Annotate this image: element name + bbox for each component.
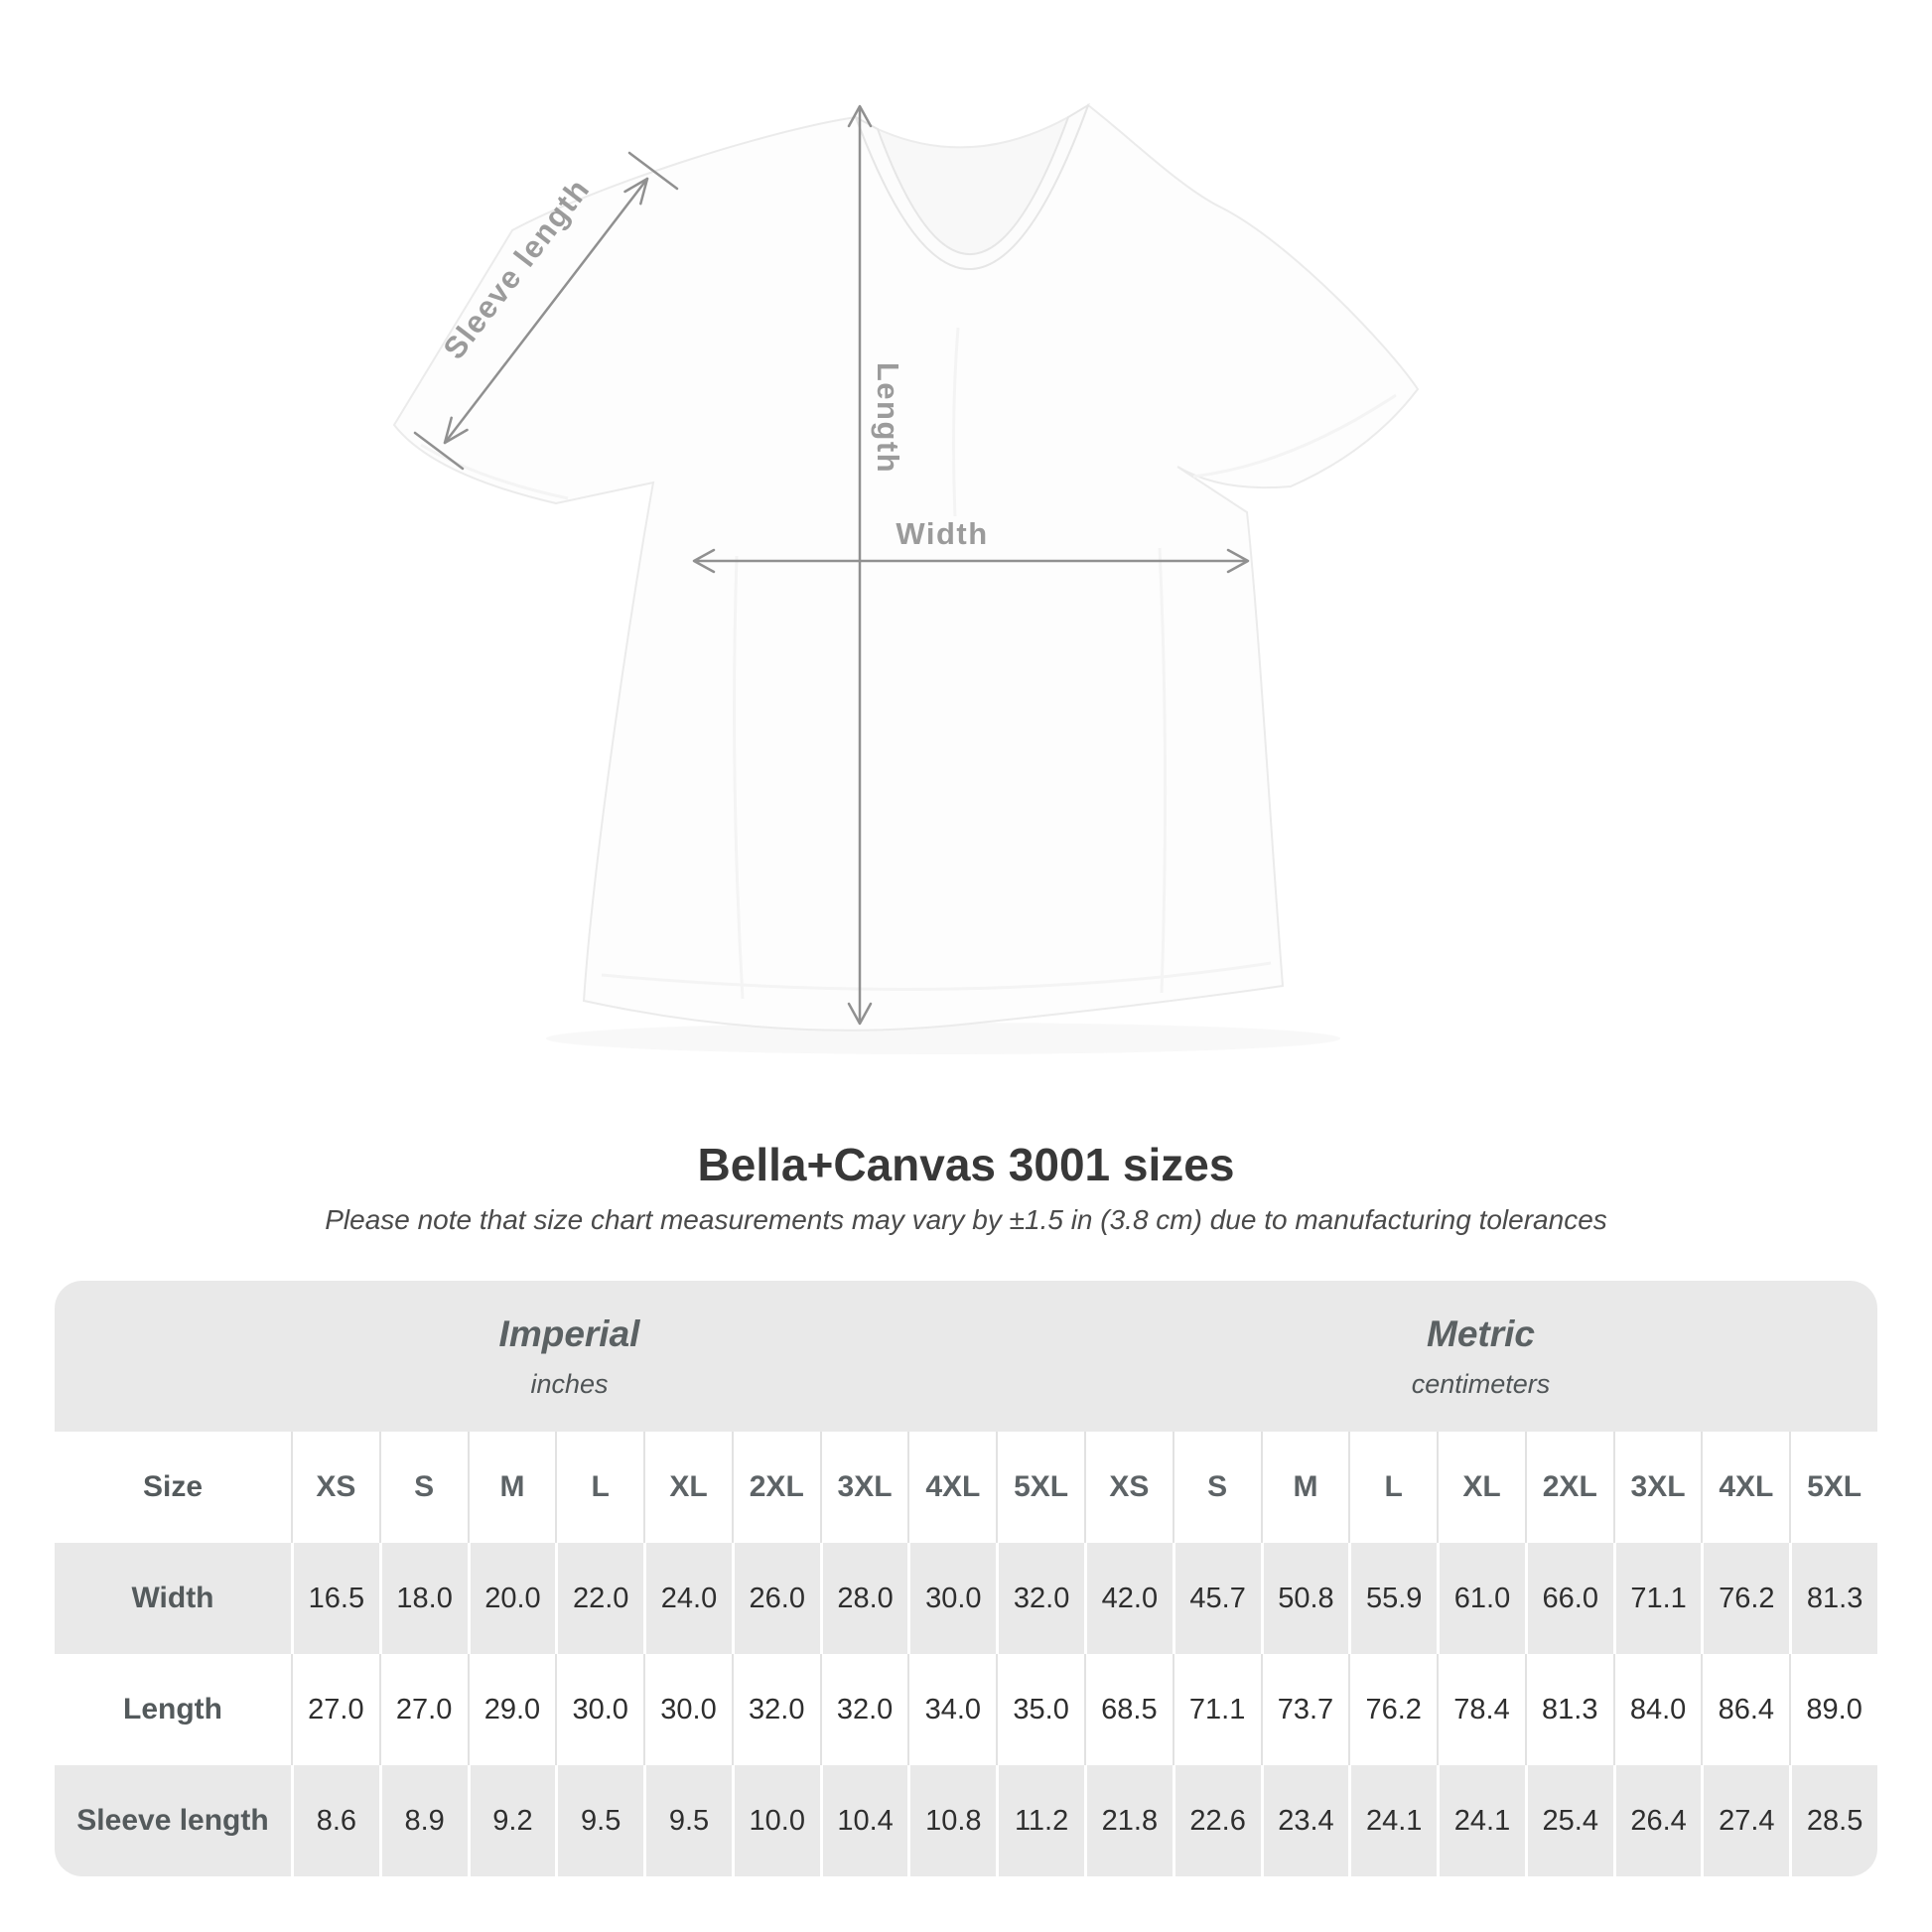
value-cell: 34.0 [907,1654,996,1765]
metric-section-unit: centimeters [1411,1368,1551,1399]
row-label: Sleeve length [55,1765,291,1876]
size-col-header: XL [643,1432,732,1543]
size-col-header: XS [291,1432,379,1543]
value-cell: 18.0 [379,1543,468,1654]
value-cell: 27.4 [1701,1765,1789,1876]
value-cell: 30.0 [643,1654,732,1765]
value-cell: 45.7 [1173,1543,1261,1654]
value-cell: 71.1 [1613,1543,1702,1654]
value-cell: 55.9 [1348,1543,1437,1654]
size-corner-label: Size [55,1432,291,1543]
size-col-header: 3XL [1613,1432,1702,1543]
size-col-header: S [1173,1432,1261,1543]
value-cell: 9.5 [555,1765,643,1876]
value-cell: 32.0 [820,1654,908,1765]
value-cell: 50.8 [1261,1543,1349,1654]
value-cell: 20.0 [468,1543,556,1654]
value-cell: 16.5 [291,1543,379,1654]
size-col-header: L [1348,1432,1437,1543]
value-cell: 27.0 [379,1654,468,1765]
value-cell: 81.3 [1789,1543,1877,1654]
value-cell: 24.1 [1348,1765,1437,1876]
row-label: Length [55,1654,291,1765]
value-cell: 29.0 [468,1654,556,1765]
imperial-section-unit: inches [530,1368,609,1399]
value-cell: 71.1 [1173,1654,1261,1765]
value-cell: 24.1 [1437,1765,1525,1876]
value-cell: 84.0 [1613,1654,1702,1765]
value-cell: 28.0 [820,1543,908,1654]
metric-section-title: Metric [1427,1312,1535,1354]
value-cell: 30.0 [555,1654,643,1765]
value-cell: 28.5 [1789,1765,1877,1876]
value-cell: 9.5 [643,1765,732,1876]
size-table-grid [55,1432,1877,1876]
value-cell: 24.0 [643,1543,732,1654]
size-col-header: 4XL [1701,1432,1789,1543]
size-col-header: M [468,1432,556,1543]
shirt-shadow [546,1023,1340,1054]
value-cell: 22.0 [555,1543,643,1654]
value-cell: 8.6 [291,1765,379,1876]
value-cell: 35.0 [996,1654,1084,1765]
value-cell: 89.0 [1789,1654,1877,1765]
sleeve-length-label: Sleeve length [436,171,597,366]
page-title: Bella+Canvas 3001 sizes [697,1139,1235,1190]
value-cell: 86.4 [1701,1654,1789,1765]
value-cell: 32.0 [732,1654,820,1765]
size-col-header: L [555,1432,643,1543]
value-cell: 21.8 [1084,1765,1173,1876]
imperial-section-header [55,1281,1084,1432]
value-cell: 8.9 [379,1765,468,1876]
size-col-header: 5XL [996,1432,1084,1543]
value-cell: 10.0 [732,1765,820,1876]
length-label: Length [870,361,905,475]
size-col-header: 2XL [1525,1432,1613,1543]
value-cell: 76.2 [1348,1654,1437,1765]
size-col-header: XL [1437,1432,1525,1543]
value-cell: 61.0 [1437,1543,1525,1654]
value-cell: 66.0 [1525,1543,1613,1654]
value-cell: 32.0 [996,1543,1084,1654]
page-subtitle: Please note that size chart measurements may vary by ±1.5 in (3.8 cm) due to manufacturing tolerances [325,1204,1607,1235]
value-cell: 10.8 [907,1765,996,1876]
value-cell: 11.2 [996,1765,1084,1876]
value-cell: 76.2 [1701,1543,1789,1654]
size-col-header: 3XL [820,1432,908,1543]
size-col-header: 2XL [732,1432,820,1543]
value-cell: 26.4 [1613,1765,1702,1876]
table-section-band [55,1281,1877,1432]
value-cell: 42.0 [1084,1543,1173,1654]
value-cell: 26.0 [732,1543,820,1654]
imperial-section-title: Imperial [498,1312,640,1354]
value-cell: 68.5 [1084,1654,1173,1765]
value-cell: 22.6 [1173,1765,1261,1876]
value-cell: 78.4 [1437,1654,1525,1765]
size-col-header: S [379,1432,468,1543]
size-col-header: 5XL [1789,1432,1877,1543]
size-table [55,1281,1877,1876]
metric-section-header [1084,1281,1877,1432]
value-cell: 23.4 [1261,1765,1349,1876]
value-cell: 9.2 [468,1765,556,1876]
size-col-header: M [1261,1432,1349,1543]
size-col-header: XS [1084,1432,1173,1543]
value-cell: 30.0 [907,1543,996,1654]
value-cell: 73.7 [1261,1654,1349,1765]
value-cell: 10.4 [820,1765,908,1876]
row-label: Width [55,1543,291,1654]
size-col-header: 4XL [907,1432,996,1543]
value-cell: 81.3 [1525,1654,1613,1765]
value-cell: 25.4 [1525,1765,1613,1876]
value-cell: 27.0 [291,1654,379,1765]
width-label: Width [896,516,989,551]
